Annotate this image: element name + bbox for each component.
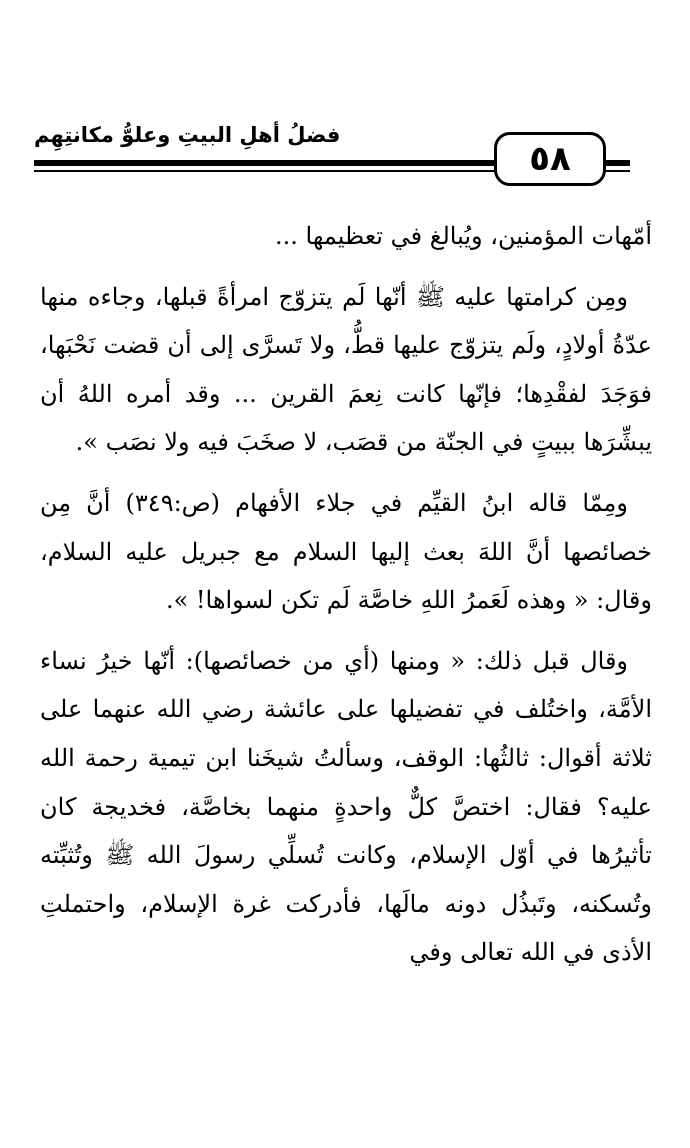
running-title: فضلُ أهلِ البيتِ وعلوُّ مكانتِهِم	[34, 123, 341, 147]
paragraph-4: وقال قبل ذلك: « ومنها (أي من خصائصها): أنّها خيرُ نساء الأمَّة، واختُلف في تفضيلها على عائشة رضي الله عنهما على ثلاثة أقوال: ثالثُها: الوقف، وسألتُ شيخَنا ابن تيمية رحمة الله عليه؟ فقال: اختصَّ كلٌّ واحدةٍ منهما بخاصَّة، فخديجة كان تأثيرُها في أوّل الإسلام، وكانت تُسلِّي رسولَ الله ﷺ وتُثبِّته وتُسكنه، وتَبذُل دونه مالَها، فأدركت غرة الإسلام، واحتملتِ الأذى في الله تعالى وفي	[40, 646, 652, 967]
page-number: ٥٨	[494, 132, 606, 186]
body-text	[40, 212, 652, 977]
page-header	[34, 112, 630, 182]
paragraph-3: ومِمّا قاله ابنُ القيِّم في جلاء الأفهام (ص:٣٤٩) أنَّ مِن خصائصها أنَّ اللهَ بعث إليها السلام مع جبريل عليه السلام، وقال: « وهذه لَعَمرُ اللهِ خاصَّة لَم تكن لسواها! ».	[40, 488, 652, 615]
paragraph-2: ومِن كرامتها عليه ﷺ أنّها لَم يتزوّج امرأةً قبلها، وجاءه منها عدّةُ أولادٍ، ولَم يتزوّج عليها قطُّ، ولا تَسرَّى إلى أن قضت نَحْبَها، فوَجَدَ لفقْدِها؛ فإنّها كانت نِعمَ القرين ... وقد أمره اللهُ أن يبشِّرَها ببيتٍ في الجنّة من قصَب، لا صخَبَ فيه ولا نصَب ».	[40, 282, 652, 457]
paragraph-1: أمّهات المؤمنين، ويُبالغ في تعظيمها ...	[275, 222, 652, 250]
